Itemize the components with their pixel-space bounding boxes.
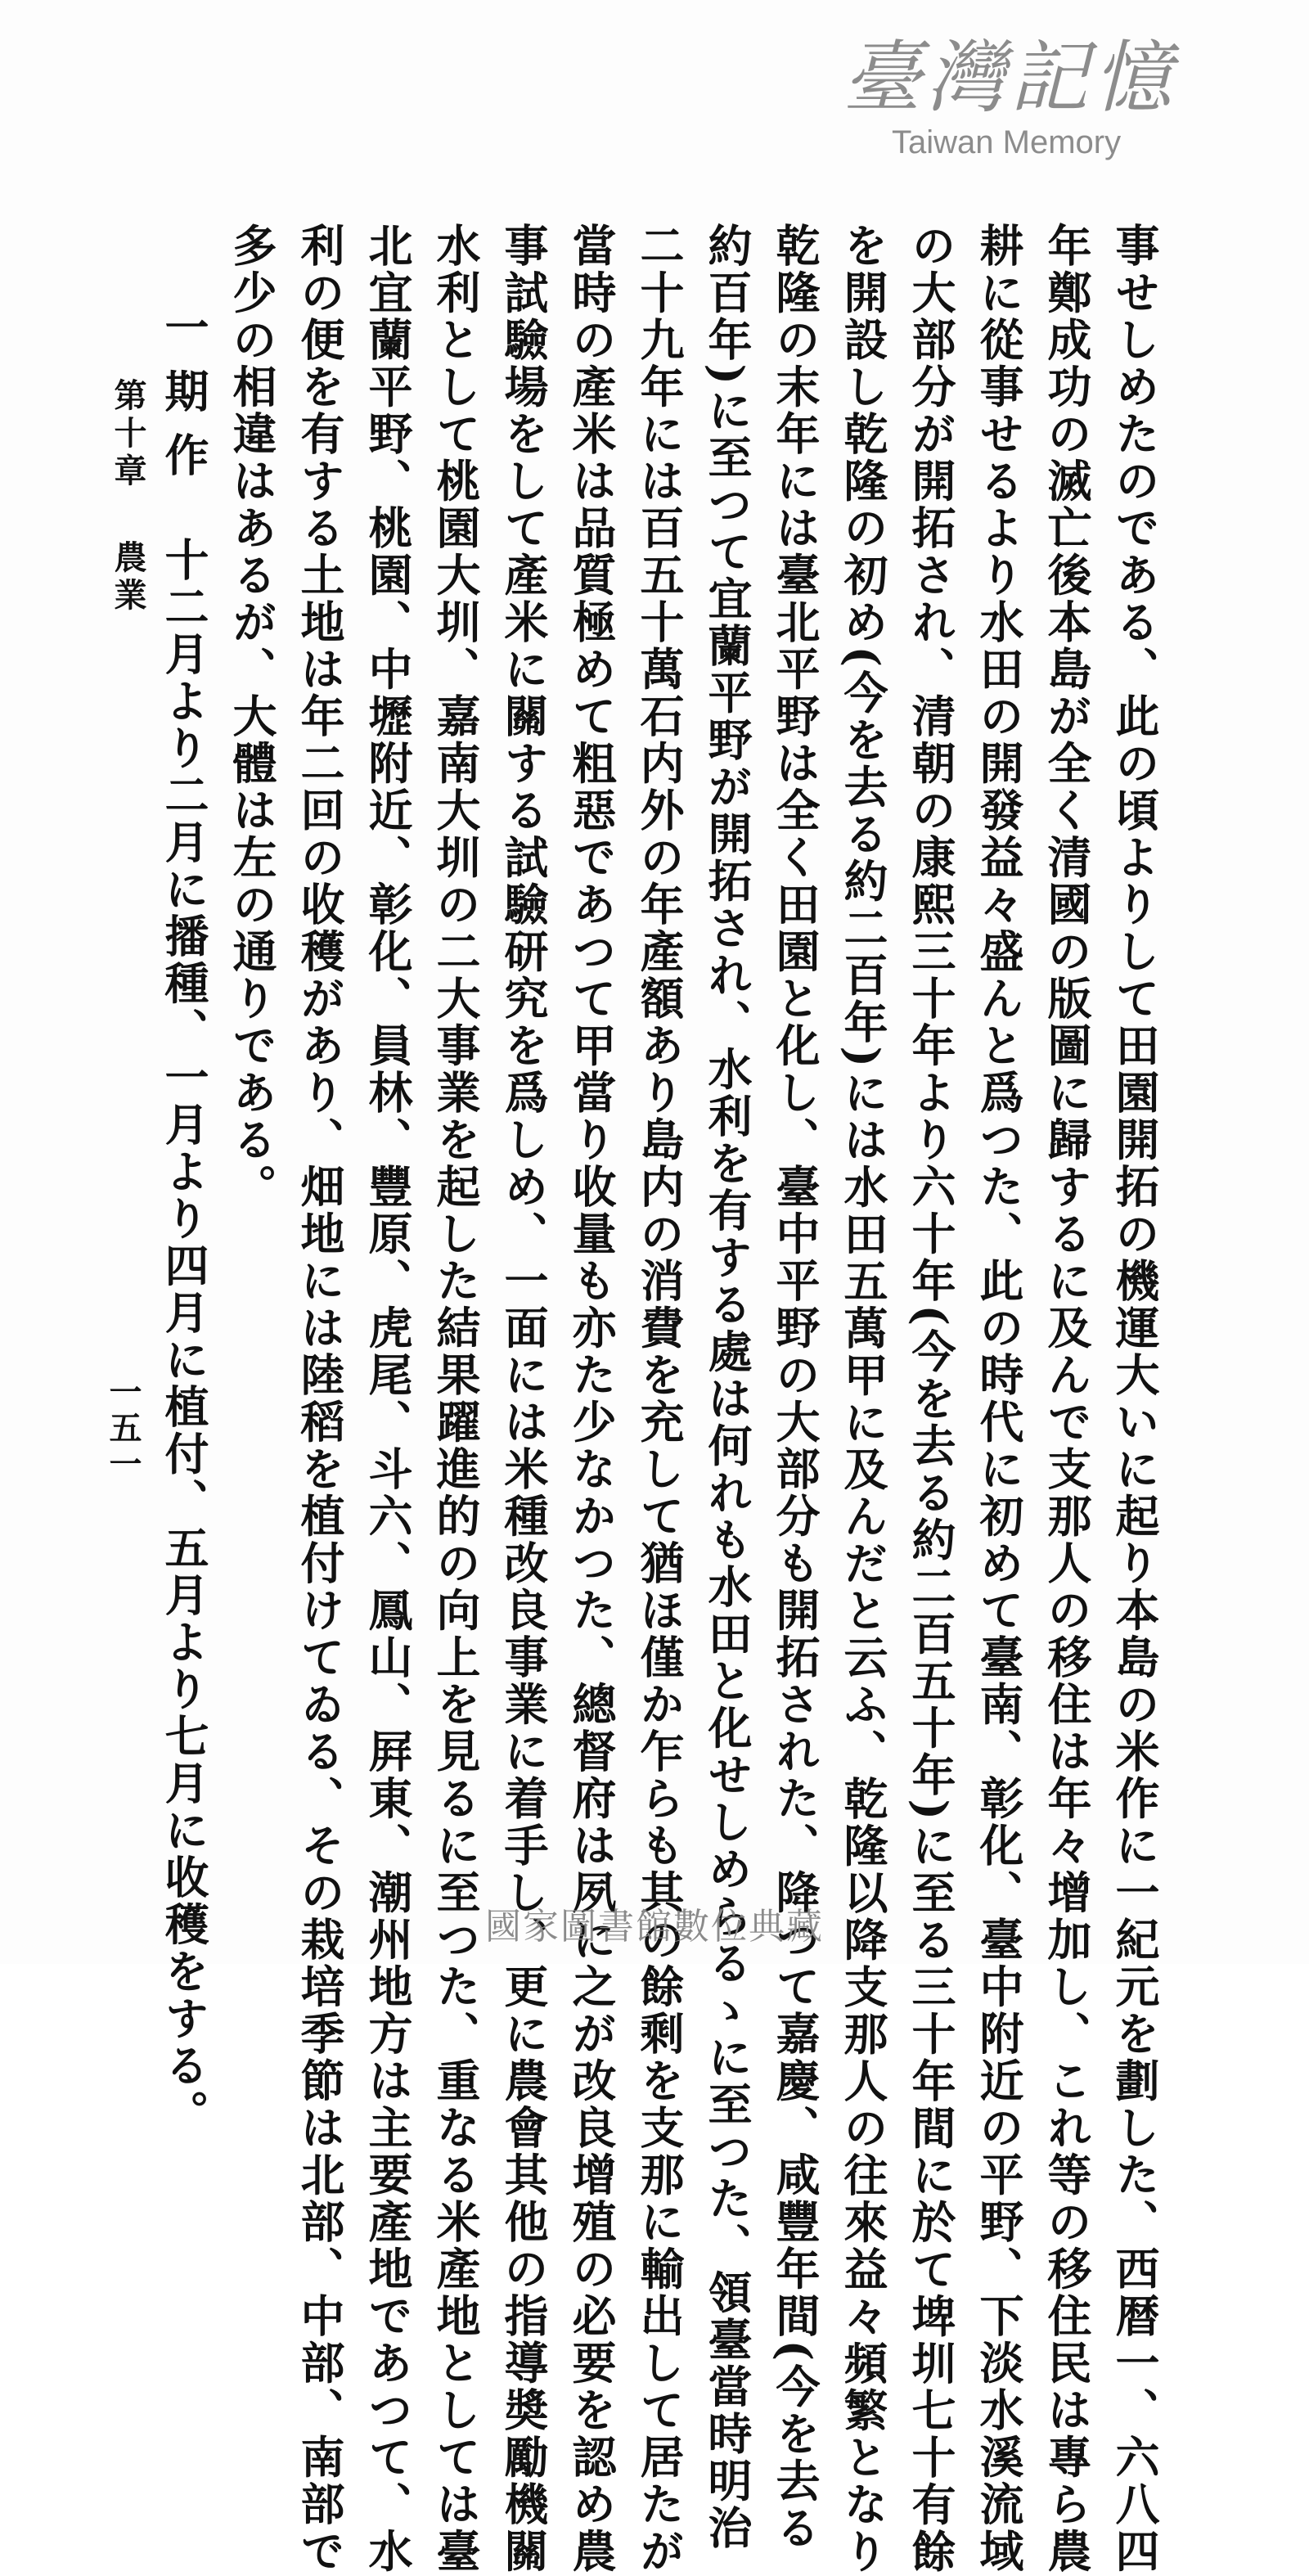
text-column: 耕に從事せるより水田の開發益々盛んと爲つた、此の時代に初めて臺南、彰化、臺中附近の平野、下淡水溪流域 [973,223,1025,2575]
watermark-english: Taiwan Memory [892,124,1122,160]
text-column: を開設し乾隆の初め(今を去る約二百年)には水田五萬甲に及んだと云ふ、乾隆以降支那人の往來益々頻繁となり [837,223,889,2576]
text-column: 北宜蘭平野、桃園、中壢附近、彰化、員林、豐原、虎尾、斗六、鳳山、屛東、潮州地方は主要產地であつて、水 [362,223,414,2575]
text-column: 事せしめたのである、此の頃よりして田園開拓の機運大いに起り本島の米作に一紀元を劃した、西暦一、六八四 [1109,223,1161,2575]
chapter-number: 第十章 [109,378,147,491]
text-column: 多少の相違はあるが、大體は左の通りである。 [226,223,278,1211]
text-column: 約百年)に至つて宜蘭平野が開拓され、水利を有する處は何れも水田と化せしめらるゝに至つた、領臺當時明治 [701,223,753,2552]
text-column: の大部分が開拓され、清朝の康熙三十年より六十年(今を去る約二百五十年)に至る三十年間に於て埤圳七十有餘 [905,223,957,2576]
text-column: 當時の產米は品質極めて粗惡であつて甲當り收量も亦た少なかつた、總督府は夙に之が改良增殖の必要を認め農 [565,223,618,2575]
text-column: 二十九年には百五十萬石内外の年產額あり島内の消費を充して猶ほ僅か乍らも其の餘剩を支那に輸出して居たが [633,223,686,2575]
crop-schedule-label: 一期作 [158,304,210,496]
text-column: 利の便を有する土地は年二回の收穫があり、畑地には陸稻を植付けてゐる、その栽培季節は北部、中部、南部で [294,223,346,2575]
text-column: 水利として桃園大圳、嘉南大圳の二大事業を起した結果躍進的の向上を見るに至つた、重なる米產地としては臺 [430,223,482,2575]
chapter-title: 農業 [109,540,147,615]
text-column: 年鄭成功の滅亡後本島が全く清國の版圖に歸するに及んで支那人の移住は年々增加し、これ等の移住民は專ら農 [1041,223,1093,2575]
page-number: 一五一 [104,1375,142,1483]
crop-schedule-column [158,223,218,2137]
text-column: 事試驗場をして產米に關する試驗研究を爲しめ、一面には米種改良事業に着手し、更に農會其他の指導奬勵機關 [497,223,550,2575]
running-header [105,378,151,615]
text-column: 乾隆の末年には臺北平野は全く田園と化し、臺中平野の大部分も開拓された、降つて嘉慶、咸豐年間(今を去る [769,223,821,2552]
crop-schedule-text: 十二月より二月に播種、一月より四月に植付、五月より七月に收穫をする。 [158,537,210,2137]
watermark-chinese: 臺灣記憶 [843,32,1176,124]
footer-credit: 國家圖書館數位典藏 [485,1906,824,1948]
watermark-logo [843,33,1176,162]
